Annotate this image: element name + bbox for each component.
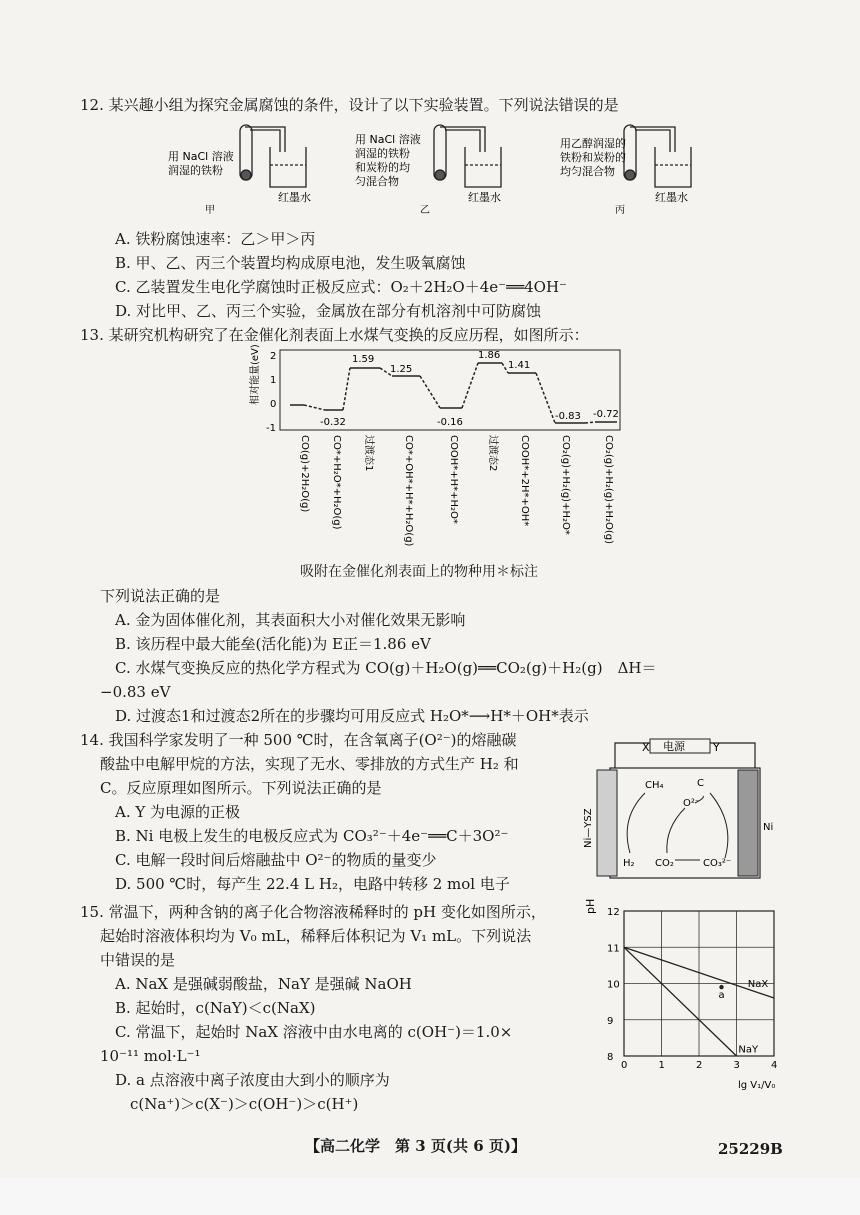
y-tick-10: 10 bbox=[607, 979, 620, 991]
bing-label-line-2: 铁粉和炭粉的 bbox=[560, 151, 626, 164]
svg-text:过渡态1: 过渡态1 bbox=[363, 435, 374, 472]
q15-option-d-cont: c(Na⁺)＞c(X⁻)＞c(OH⁻)＞c(H⁺) bbox=[130, 1095, 359, 1113]
power-x: X bbox=[642, 741, 650, 754]
y-tick-9: 9 bbox=[607, 1015, 614, 1027]
svg-text:CO*+H₂O*+H₂O(g): CO*+H₂O*+H₂O(g) bbox=[331, 435, 342, 530]
value-step3: 1.25 bbox=[390, 364, 413, 375]
q12-option-b: B. 甲、乙、丙三个装置均构成原电池，发生吸氧腐蚀 bbox=[115, 254, 466, 272]
svg-text:COOH*+H*+H₂O*: COOH*+H*+H₂O* bbox=[448, 435, 459, 524]
q15-option-a: A. NaX 是强碱弱酸盐，NaY 是强碱 NaOH bbox=[115, 975, 412, 993]
q13-caption: 吸附在金催化剂表面上的物种用＊标注 bbox=[300, 564, 538, 580]
yi-label-line-3: 和炭粉的均 bbox=[355, 161, 410, 174]
x-tick-1: 1 bbox=[658, 1060, 665, 1071]
left-electrode bbox=[597, 770, 617, 876]
q12-option-a: A. 铁粉腐蚀速率：乙＞甲＞丙 bbox=[115, 230, 316, 248]
series-label-nax: NaX bbox=[747, 979, 769, 991]
q14-line-1: 14. 我国科学家发明了一种 500 ℃时，在含氧离子(O²⁻)的熔融碳 bbox=[80, 731, 517, 749]
x-tick-3: 3 bbox=[733, 1060, 740, 1071]
apparatus-jia bbox=[240, 125, 306, 187]
y-tick-12: 12 bbox=[607, 907, 620, 918]
chart-xlabel: lg V₁/V₀ bbox=[738, 1080, 776, 1091]
q13-option-c: C. 水煤气变换反应的热化学方程式为 CO(g)＋H₂O(g)══CO₂(g)＋H₂(g) ΔH＝ bbox=[115, 659, 657, 677]
value-step2: -0.32 bbox=[320, 417, 346, 428]
x-tick-2: 2 bbox=[696, 1060, 703, 1071]
q12-stem: 12. 某兴趣小组为探究金属腐蚀的条件，设计了以下实验装置。下列说法错误的是 bbox=[80, 96, 619, 114]
q15-line-3: 中错误的是 bbox=[100, 951, 176, 969]
chart-ylabel: pH bbox=[584, 898, 597, 914]
q13-option-a: A. 金为固体催化剂，其表面积大小对催化效果无影响 bbox=[115, 611, 466, 629]
co3-label: CO₃²⁻ bbox=[703, 858, 732, 869]
left-electrode-label: Ni—YSZ bbox=[583, 808, 594, 848]
q14-option-b: B. Ni 电极上发生的电极反应式为 CO₃²⁻＋4e⁻══C＋3O²⁻ bbox=[115, 827, 509, 845]
energy-profile-figure bbox=[250, 345, 630, 560]
jia-water-label: 红墨水 bbox=[278, 191, 311, 204]
apparatus-yi bbox=[434, 125, 501, 187]
svg-text:CO₂(g)+H₂(g)+H₂O*: CO₂(g)+H₂(g)+H₂O* bbox=[560, 435, 571, 535]
svg-text:CO₂(g)+H₂(g)+H₂O(g): CO₂(g)+H₂(g)+H₂O(g) bbox=[603, 435, 614, 544]
co2-label: CO₂ bbox=[655, 858, 674, 869]
point-a-label: a bbox=[718, 990, 725, 1002]
yi-label-line-4: 匀混合物 bbox=[355, 175, 399, 188]
value-step7: -0.83 bbox=[555, 411, 581, 422]
right-electrode bbox=[738, 770, 758, 876]
q13-option-b: B. 该历程中最大能垒(活化能)为 E正＝1.86 eV bbox=[115, 635, 431, 653]
q13-stem: 13. 某研究机构研究了在金催化剂表面上水煤气变换的反应历程，如图所示： bbox=[80, 326, 589, 344]
value-step4: -0.16 bbox=[437, 417, 463, 428]
q15-line-1: 15. 常温下，两种含钠的离子化合物溶液稀释时的 pH 变化如图所示， bbox=[80, 903, 546, 921]
y-tick-8: 8 bbox=[607, 1052, 614, 1063]
ch4-label: CH₄ bbox=[645, 780, 664, 791]
q13-intro: 下列说法正确的是 bbox=[100, 587, 221, 605]
x-tick-0: 0 bbox=[621, 1060, 628, 1071]
q15-option-d: D. a 点溶液中离子浓度由大到小的顺序为 bbox=[115, 1071, 390, 1089]
svg-text:CO*+OH*+H*+H₂O(g): CO*+OH*+H*+H₂O(g) bbox=[403, 435, 414, 547]
bing-tag: 丙 bbox=[615, 205, 625, 216]
series-label-nay: NaY bbox=[738, 1044, 759, 1056]
svg-text:COOH*+2H*+OH*: COOH*+2H*+OH* bbox=[519, 435, 530, 527]
q12-apparatus-figure bbox=[150, 115, 710, 215]
bing-water-label: 红墨水 bbox=[655, 191, 688, 204]
svg-text:过渡态2: 过渡态2 bbox=[487, 435, 498, 472]
bing-label-line-3: 均匀混合物 bbox=[560, 165, 615, 178]
footer-code: 25229B bbox=[718, 1140, 783, 1158]
q15-option-b: B. 起始时，c(NaY)＜c(NaX) bbox=[115, 999, 316, 1017]
page-bottom-strip bbox=[0, 1178, 860, 1215]
o2-label: O²⁻ bbox=[683, 798, 701, 809]
bing-label-line-1: 用乙醇润湿的 bbox=[560, 137, 626, 150]
power-y: Y bbox=[713, 741, 720, 754]
yi-tag: 乙 bbox=[420, 205, 430, 216]
right-electrode-label: Ni bbox=[763, 822, 774, 833]
q13-option-d: D. 过渡态1和过渡态2所在的步骤均可用反应式 H₂O*⟶H*＋OH*表示 bbox=[115, 707, 589, 725]
y-tick-2: 2 bbox=[270, 351, 277, 362]
q14-option-d: D. 500 ℃时，每产生 22.4 L H₂，电路中转移 2 mol 电子 bbox=[115, 875, 510, 893]
species-labels bbox=[299, 435, 614, 547]
y-tick-neg1: -1 bbox=[266, 423, 276, 434]
q14-line-3: C。反应原理如图所示。下列说法正确的是 bbox=[100, 779, 382, 797]
c-label: C bbox=[697, 778, 704, 789]
apparatus-bing bbox=[624, 125, 691, 187]
value-step8: -0.72 bbox=[593, 409, 619, 420]
x-tick-4: 4 bbox=[771, 1060, 778, 1071]
electrolysis-figure bbox=[585, 738, 785, 888]
jia-tag: 甲 bbox=[205, 205, 215, 216]
series-line-nay bbox=[624, 947, 737, 1056]
y-tick-0: 0 bbox=[270, 399, 277, 410]
footer-page-label: 【高二化学 第 3 页(共 6 页)】 bbox=[305, 1137, 526, 1155]
jia-label-line-1: 用 NaCl 溶液 bbox=[168, 150, 234, 163]
h2-label: H₂ bbox=[623, 858, 635, 869]
yi-water-label: 红墨水 bbox=[468, 191, 501, 204]
y-tick-1: 1 bbox=[270, 375, 277, 386]
svg-text:CO(g)+2H₂O(g): CO(g)+2H₂O(g) bbox=[299, 435, 310, 513]
q15-option-c-cont: 10⁻¹¹ mol·L⁻¹ bbox=[100, 1047, 201, 1065]
energy-ylabel: 相对能量(eV) bbox=[250, 344, 261, 405]
y-tick-11: 11 bbox=[607, 943, 620, 955]
q12-option-c: C. 乙装置发生电化学腐蚀时正极反应式：O₂＋2H₂O＋4e⁻══4OH⁻ bbox=[115, 278, 567, 296]
q13-option-c-cont: −0.83 eV bbox=[100, 683, 171, 701]
point-a-marker bbox=[719, 985, 723, 989]
q14-option-a: A. Y 为电源的正极 bbox=[115, 803, 241, 821]
ph-dilution-chart bbox=[584, 898, 800, 1108]
yi-label-line-2: 润湿的铁粉 bbox=[355, 147, 410, 160]
q15-line-2: 起始时溶液体积均为 V₀ mL，稀释后体积记为 V₁ mL。下列说法 bbox=[100, 927, 532, 945]
yi-label-line-1: 用 NaCl 溶液 bbox=[355, 133, 421, 146]
jia-label-line-2: 润湿的铁粉 bbox=[168, 164, 223, 177]
q12-option-d: D. 对比甲、乙、丙三个实验，金属放在部分有机溶剂中可防腐蚀 bbox=[115, 302, 542, 320]
q15-option-c: C. 常温下，起始时 NaX 溶液中由水电离的 c(OH⁻)＝1.0× bbox=[115, 1023, 513, 1041]
q14-option-c: C. 电解一段时间后熔融盐中 O²⁻的物质的量变少 bbox=[115, 851, 437, 869]
q14-line-2: 酸盐中电解甲烷的方法，实现了无水、零排放的方式生产 H₂ 和 bbox=[100, 755, 519, 773]
value-ts1: 1.59 bbox=[352, 354, 375, 365]
value-ts2: 1.86 bbox=[478, 350, 501, 361]
value-step6: 1.41 bbox=[508, 360, 531, 371]
power-source-label: 电源 bbox=[663, 740, 685, 753]
